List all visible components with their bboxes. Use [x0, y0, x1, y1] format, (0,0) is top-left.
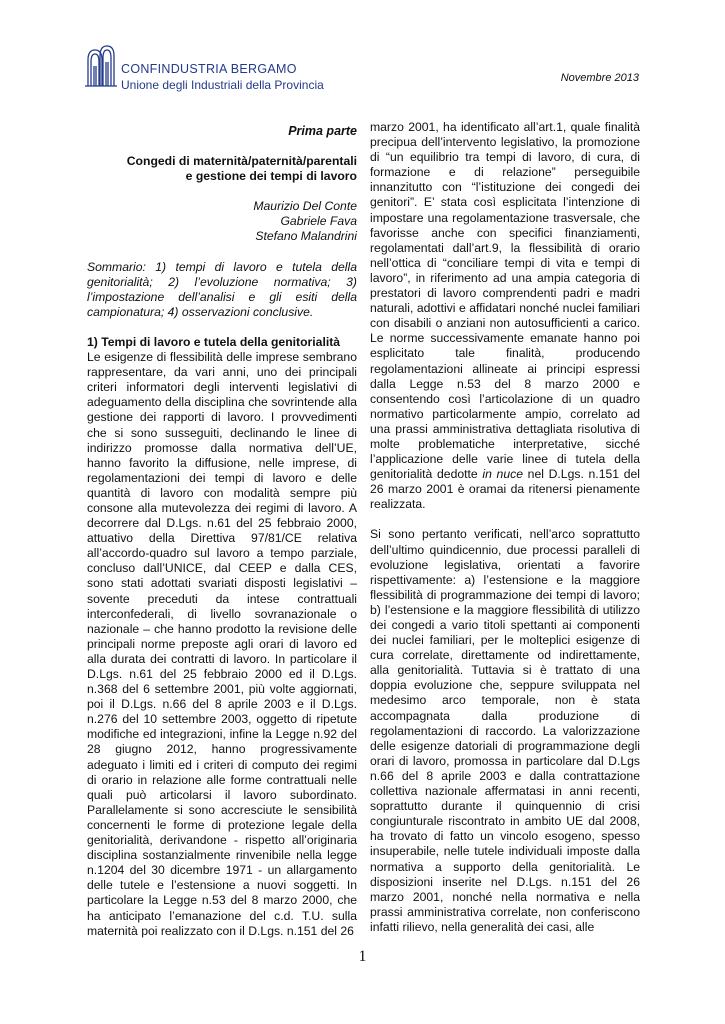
body-paragraph: Le esigenze di flessibilità delle imprese sembrano rappresentare, da vari anni, uno dei principali criteri informatori degli interventi legislativi di adeguamento della disciplina che sovrintende alla gestione dei rapporti di lavoro. I provvedimenti che si sono susseguiti, declinando le linee di indirizzo promosse dalla normativa dell’UE, hanno favorito la diffusione, nelle imprese, di regolamentazioni dei tempi di lavoro e delle quantità di lavoro con modalità sempre più consone alla mutevolezza dei regimi di lavoro. A decorrere dal D.Lgs. n.61 del 25 febbraio 2000, attuativo della Direttiva 97/81/CE relativa all’accordo-quadro sul lavoro a tempo parziale, concluso dall’UNICE, dal CEEP e dalla CES, sono stati adottati svariati disposti legislativi – sovente preceduti da intese contrattuali interconfederali, di livello sovranazionale o nazionale – che hanno prodotto la revisione delle principali norme preposte agli orari di lavoro ed alla durata dei contratti di lavoro. In particolare il D.Lgs. n.61 del 25 febbraio 2000 ed il D.Lgs. n.368 del 6 settembre 2001, più volte aggiornati, poi il D.Lgs. n.66 del 8 aprile 2003 e il D.Lgs. n.276 del 10 settembre 2003, oggetto di ripetute modifiche ed integrazioni, infine la Legge n.92 del 28 giugno 2012, hanno progressivamente adeguato i limiti ed i criteri di computo dei regimi di orario in relazione alle forme contrattuali nelle quali può articolarsi il lavoro subordinato. Parallelamente si sono accresciute le sensibilità concernenti le forme di protezione legale della genitorialità, derivandone - rispetto all’originaria disciplina sostanzialmente rinvenibile nella legge n.1204 del 30 dicembre 1971 - un allargamento delle tutele e l’estensione a nuovi soggetti. In particolare la Legge n.53 del 8 marzo 2000, che ha anticipato l’emanazione del c.d. T.U. sulla maternità poi realizzato con il D.Lgs. n.151 del 26 — [87, 350, 357, 938]
document-date: Novembre 2013 — [560, 72, 639, 84]
org-logo — [83, 44, 323, 96]
body-text: marzo 2001, ha identificato all’art.1, quale finalità precipua dell’intervento legislativo, la promozione di “un equilibrio tra tempi di lavoro, di cura, di formazione e di relazione” perseguibile innanzitutto con “l’istituzione dei congedi dei genitori”. E’ stata così esplicitata l’intenzione di impostare una regolamentazione trasversale, che favorisse anche con specifici finanziamenti, regolamentati dall’art.9, la flessibilità di orario nell’ottica di “conciliare tempi di vita e tempi di lavoro”, in riferimento ad una ampia categoria di prestatori di lavoro comprendenti padri e madri naturali, adottivi e affidatari nonché nuclei familiari con disabili o anziani non autosufficienti a carico. Le norme successivamente emanate hanno poi esplicitato tale finalità, producendo regolamentazioni allineate ai principi espressi dalla Legge n.53 del 8 marzo 2000 e consentendo così l’articolazione di un quadro normativo particolarmente ampio, correlato ad una prassi amministrativa dettagliata risolutiva di molte problematiche interpretative, sicché l’applicazione delle varie linee di tutela della genitorialità dedotte — [370, 120, 640, 482]
authors — [87, 199, 357, 244]
section-title-line: Congedi di maternità/paternità/parentali — [126, 154, 357, 169]
org-name: CONFINDUSTRIA BERGAMO — [121, 62, 297, 76]
author-name: Gabriele Fava — [280, 214, 357, 229]
author-name: Stefano Malandrini — [255, 229, 357, 244]
author-name: Maurizio Del Conte — [253, 199, 357, 214]
section-title — [87, 154, 357, 184]
section-title-line: e gestione dei tempi di lavoro — [185, 169, 357, 184]
page-number: 1 — [358, 948, 367, 965]
right-column — [370, 120, 640, 935]
body-paragraph — [370, 120, 640, 512]
part-title: Prima parte — [288, 124, 357, 138]
emphasis-text: in nuce — [482, 467, 523, 482]
body-text: nel D.Lgs. n.151 del 26 marzo 2001 è oramai da ritenersi pienamente realizzata. — [370, 467, 640, 512]
summary: Sommario: 1) tempi di lavoro e tutela della genitorialità; 2) l’evoluzione normativa; 3) l’impostazione dell’analisi e gli esiti della campionatura; 4) osservazioni conclusive. — [87, 259, 357, 319]
left-column — [87, 120, 357, 939]
org-subtitle: Unione degli Industriali della Provincia — [121, 78, 324, 92]
confindustria-columns-logo-icon — [83, 44, 119, 88]
body-paragraph: Si sono pertanto verificati, nell’arco soprattutto dell’ultimo quindicennio, due processi paralleli di evoluzione legislativa, orientati a favorire rispettivamente: a) l’estensione e la maggiore flessibilità di programmazione dei tempi di lavoro; b) l’estensione e la maggiore flessibilità di utilizzo dei congedi a vario titoli spettanti ai componenti dei nuclei familiari, per le molteplici esigenze di cura correlate, direttamente od indirettamente, alla genitorialità. Tuttavia si è trattato di una doppia evoluzione che, seppure sviluppata nel medesimo arco temporale, non è stata accompagnata dalla produzione di regolamentazioni di raccordo. La valorizzazione delle esigenze datoriali di programmazione degli orari di lavoro, promossa in particolare dal D.Lgs n.66 del 8 aprile 2003 e dalla contrattazione collettiva nazionale affermatasi in anni recenti, soprattutto durante il quinquennio di crisi congiunturale riscontrato in ambito UE dal 2008, ha trovato di fatto un vincolo esogeno, spesso insuperabile, nelle tutele individuali imposte dalla normativa a supporto della genitorialità. Le disposizioni inserite nel D.Lgs. n.151 del 26 marzo 2001, nonché nella normativa e nella prassi amministrativa correlate, non conferiscono infatti rilievo, nella generalità dei casi, alle — [370, 527, 640, 934]
section-heading: 1) Tempi di lavoro e tutela della genitorialità — [87, 334, 341, 349]
